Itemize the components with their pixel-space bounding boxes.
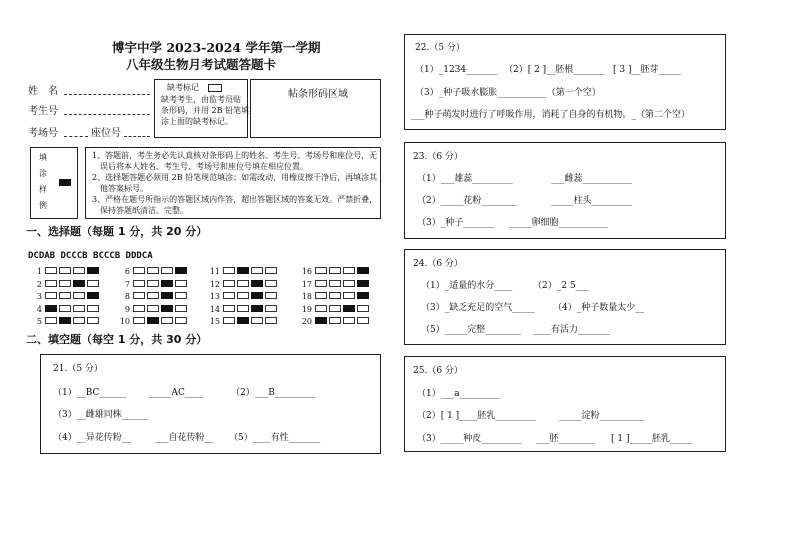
mcq-bubble-d[interactable] bbox=[87, 317, 99, 324]
q23-answer-3-1[interactable]: （3）_种子_______ bbox=[417, 218, 495, 228]
mcq-bubble-a[interactable] bbox=[133, 317, 145, 324]
mcq-bubble-b[interactable] bbox=[329, 317, 341, 324]
mcq-question-number: 1 bbox=[36, 267, 42, 276]
mcq-question-row bbox=[118, 267, 189, 277]
q25-box bbox=[404, 356, 726, 452]
section2-title: 二、填空题（每空 1 分，共 30 分） bbox=[26, 333, 208, 346]
absent-text-3: 涂上面的缺考标记。 bbox=[161, 117, 233, 126]
mcq-bubble-d[interactable] bbox=[87, 280, 99, 287]
mcq-question-number: 4 bbox=[36, 304, 42, 314]
fill-char-4: 例 bbox=[39, 201, 47, 210]
mcq-question-row bbox=[208, 267, 279, 277]
q25-answer-1[interactable]: （1）___a_________ bbox=[417, 389, 501, 399]
mcq-bubble-d[interactable] bbox=[357, 292, 369, 299]
absent-title: 缺考标记 bbox=[167, 83, 199, 92]
mcq-bubble-c[interactable] bbox=[161, 305, 173, 312]
mcq-bubble-d[interactable] bbox=[265, 305, 277, 312]
mcq-question-number: 11 bbox=[209, 267, 220, 276]
mcq-bubble-b[interactable] bbox=[329, 305, 341, 312]
mcq-bubble-a[interactable] bbox=[45, 280, 57, 287]
page-subtitle: 八年级生物月考试题答题卡 bbox=[126, 57, 277, 72]
q23-answer-3-2[interactable]: _____卵细胞___________ bbox=[509, 218, 609, 228]
barcode-area bbox=[250, 79, 381, 138]
q22-answer-1[interactable]: （1）_1234_______ bbox=[415, 65, 498, 75]
q22-answer-2-2[interactable]: [ 3 ]__胚芽_____ bbox=[613, 65, 681, 75]
mcq-bubble-b[interactable] bbox=[237, 317, 249, 324]
q25-answer-2-1[interactable]: （2）[ 1 ]____胚乳_________ bbox=[417, 411, 536, 421]
mcq-bubble-b[interactable] bbox=[147, 280, 159, 287]
mcq-question-number: 17 bbox=[301, 279, 312, 289]
mcq-question-number: 8 bbox=[124, 292, 130, 301]
mcq-question-number: 14 bbox=[209, 304, 220, 314]
mcq-bubble-b[interactable] bbox=[147, 292, 159, 299]
mcq-bubble-d[interactable] bbox=[357, 305, 369, 312]
fill-char-2: 涂 bbox=[39, 169, 47, 178]
mcq-question-number: 16 bbox=[301, 267, 312, 276]
mcq-bubble-d[interactable] bbox=[175, 317, 187, 324]
mcq-bubble-b[interactable] bbox=[59, 267, 71, 274]
notes-box bbox=[85, 147, 381, 219]
mcq-question-row bbox=[208, 280, 279, 290]
mcq-bubble-d[interactable] bbox=[357, 267, 369, 274]
room-field[interactable] bbox=[64, 136, 88, 137]
barcode-label: 帖条形码区域 bbox=[288, 89, 348, 100]
mcq-bubble-c[interactable] bbox=[343, 280, 355, 287]
mcq-bubble-a[interactable] bbox=[133, 292, 145, 299]
q23-answer-2-2[interactable]: _____柱头_________ bbox=[551, 196, 633, 206]
mcq-bubble-a[interactable] bbox=[315, 267, 327, 274]
mcq-bubble-c[interactable] bbox=[343, 317, 355, 324]
q21-answer-3[interactable]: （3）__雌雄同株______ bbox=[53, 410, 149, 420]
note-line-4: 他答案标号。 bbox=[100, 184, 148, 193]
mcq-bubble-d[interactable] bbox=[265, 267, 277, 274]
seat-field[interactable] bbox=[124, 136, 150, 137]
mcq-bubble-c[interactable] bbox=[161, 292, 173, 299]
mcq-question-row bbox=[208, 317, 279, 327]
mcq-bubble-c[interactable] bbox=[251, 292, 263, 299]
mcq-bubble-b[interactable] bbox=[237, 305, 249, 312]
mcq-bubble-b[interactable] bbox=[329, 280, 341, 287]
mcq-bubble-c[interactable] bbox=[161, 267, 173, 274]
q21-head: 21.（5 分） bbox=[53, 364, 103, 374]
filled-mark-example bbox=[59, 179, 71, 186]
mcq-bubble-d[interactable] bbox=[87, 267, 99, 274]
mcq-bubble-b[interactable] bbox=[237, 292, 249, 299]
mcq-bubble-b[interactable] bbox=[147, 305, 159, 312]
mcq-bubble-c[interactable] bbox=[73, 305, 85, 312]
note-line-6: 保持答题纸清洁、完整。 bbox=[100, 206, 188, 215]
mcq-question-row bbox=[300, 317, 371, 327]
mcq-question-number: 18 bbox=[301, 292, 312, 301]
mcq-bubble-a[interactable] bbox=[45, 317, 57, 324]
mcq-bubble-d[interactable] bbox=[175, 292, 187, 299]
q25-answer-3-2[interactable]: ___胚________ bbox=[536, 434, 595, 444]
mcq-bubble-b[interactable] bbox=[59, 305, 71, 312]
mcq-bubble-a[interactable] bbox=[133, 280, 145, 287]
mcq-bubble-c[interactable] bbox=[251, 267, 263, 274]
mcq-bubble-a[interactable] bbox=[223, 267, 235, 274]
mcq-bubble-a[interactable] bbox=[223, 305, 235, 312]
mcq-bubble-d[interactable] bbox=[175, 280, 187, 287]
mcq-question-row bbox=[30, 267, 101, 277]
q24-answer-2[interactable]: （2）_2 5___ bbox=[533, 281, 590, 291]
q25-answer-3-3[interactable]: [ 1 ]_____胚乳_____ bbox=[611, 434, 693, 444]
q23-answer-2-1[interactable]: （2）_____花粉________ bbox=[417, 196, 518, 206]
mcq-bubble-d[interactable] bbox=[87, 292, 99, 299]
mcq-bubble-c[interactable] bbox=[73, 317, 85, 324]
mcq-question-number: 19 bbox=[301, 304, 312, 314]
q22-answer-2-1[interactable]: （2）[ 2 ]__胚根_______ bbox=[504, 65, 605, 75]
page-title: 博宇中学 2023-2024 学年第一学期 bbox=[112, 40, 321, 55]
q22-box bbox=[404, 34, 726, 130]
mcq-question-row bbox=[300, 267, 371, 277]
section1-title: 一、选择题（每题 1 分，共 20 分） bbox=[26, 225, 208, 238]
name-label: 姓 名 bbox=[28, 86, 58, 97]
mcq-bubble-a[interactable] bbox=[45, 292, 57, 299]
mcq-question-number: 7 bbox=[124, 279, 130, 289]
mcq-bubble-a[interactable] bbox=[45, 305, 57, 312]
mcq-question-row bbox=[118, 305, 189, 315]
q23-answer-1-1[interactable]: （1）___雄蕊_________ bbox=[417, 174, 513, 184]
q24-answer-5-2[interactable]: ____有活力_______ bbox=[533, 325, 610, 335]
mcq-bubble-d[interactable] bbox=[265, 280, 277, 287]
q22-answer-3-1[interactable]: （3）_种子吸水膨胀___________（第一个空） bbox=[415, 88, 601, 98]
note-line-1: 1、答题前，考生务必先认真核对条形码上的姓名、考生号、考场号和座位号，无 bbox=[92, 151, 378, 160]
mcq-bubble-c[interactable] bbox=[343, 267, 355, 274]
mcq-bubble-c[interactable] bbox=[343, 305, 355, 312]
fill-char-1: 填 bbox=[39, 153, 47, 162]
mcq-question-number: 6 bbox=[124, 267, 130, 276]
mcq-bubble-d[interactable] bbox=[265, 317, 277, 324]
mcq-question-row bbox=[208, 292, 279, 302]
mcq-bubble-a[interactable] bbox=[315, 305, 327, 312]
mcq-bubble-c[interactable] bbox=[251, 317, 263, 324]
absent-text-2: 条形码，并用 2B 铅笔填 bbox=[161, 106, 250, 115]
mcq-bubble-b[interactable] bbox=[59, 280, 71, 287]
mcq-question-row bbox=[118, 280, 189, 290]
exam-no-field[interactable] bbox=[64, 114, 150, 115]
q24-box bbox=[404, 249, 726, 345]
q24-answer-1[interactable]: （1）_适量的水分____ bbox=[421, 281, 513, 291]
mcq-bubble-b[interactable] bbox=[329, 292, 341, 299]
mcq-question-number: 3 bbox=[36, 292, 42, 301]
q22-answer-3-2[interactable]: ___种子萌发时进行了呼吸作用，消耗了自身的有机物。_（第二个空） bbox=[411, 110, 691, 120]
mcq-bubble-b[interactable] bbox=[147, 317, 159, 324]
mcq-bubble-c[interactable] bbox=[343, 292, 355, 299]
mcq-bubble-c[interactable] bbox=[161, 280, 173, 287]
mcq-bubble-d[interactable] bbox=[175, 267, 187, 274]
room-label: 考场号 bbox=[28, 128, 58, 139]
mcq-bubble-c[interactable] bbox=[73, 267, 85, 274]
mcq-bubble-d[interactable] bbox=[357, 317, 369, 324]
mcq-question-number: 12 bbox=[209, 279, 220, 289]
fill-example-box bbox=[30, 147, 78, 219]
mcq-question-number: 9 bbox=[124, 304, 130, 314]
mcq-bubble-d[interactable] bbox=[175, 305, 187, 312]
q24-answer-3[interactable]: （3）_缺乏充足的空气_____ bbox=[421, 303, 535, 313]
mcq-bubble-b[interactable] bbox=[147, 267, 159, 274]
fill-char-3: 样 bbox=[39, 185, 47, 194]
mcq-bubble-a[interactable] bbox=[45, 267, 57, 274]
mcq-question-number: 20 bbox=[301, 317, 312, 326]
mcq-question-row bbox=[118, 317, 189, 327]
q23-box bbox=[404, 142, 726, 239]
q25-answer-3-1[interactable]: （3）_____种皮_________ bbox=[417, 434, 522, 444]
mcq-bubble-c[interactable] bbox=[73, 292, 85, 299]
mcq-question-row bbox=[30, 317, 101, 327]
q25-answer-2-2[interactable]: _____淀粉__________ bbox=[559, 411, 645, 421]
q21-box bbox=[40, 354, 381, 454]
seat-label: 座位号 bbox=[91, 128, 121, 139]
q21-answer-4-2[interactable]: ___自花传粉__ bbox=[155, 433, 214, 443]
q23-head: 23.（6 分） bbox=[413, 152, 463, 162]
mcq-question-row bbox=[300, 305, 371, 315]
mcq-question-number: 13 bbox=[209, 292, 220, 301]
note-line-2: 误后将本人姓名、考生号、考场号和座位号填在相应位置。 bbox=[100, 162, 308, 171]
q25-head: 25.（6 分） bbox=[413, 366, 463, 376]
mcq-question-row bbox=[30, 292, 101, 302]
mcq-bubble-a[interactable] bbox=[223, 317, 235, 324]
absent-text-1: 缺考考生，由监考员贴 bbox=[161, 95, 241, 104]
absent-box bbox=[154, 79, 248, 138]
mcq-bubble-d[interactable] bbox=[87, 305, 99, 312]
q21-answer-2[interactable]: （2）___B_________ bbox=[231, 388, 316, 398]
mcq-bubble-b[interactable] bbox=[59, 317, 71, 324]
absent-checkbox[interactable] bbox=[208, 84, 222, 92]
mcq-question-row bbox=[300, 280, 371, 290]
q21-answer-5[interactable]: （5）____有性_______ bbox=[229, 433, 321, 443]
mcq-bubble-a[interactable] bbox=[315, 292, 327, 299]
mcq-grid bbox=[30, 267, 390, 329]
note-line-3: 2、选择题答题必须用 2B 铅笔规范填涂；如需改动，用橡皮擦干净后，再填涂其 bbox=[92, 173, 378, 182]
name-field[interactable] bbox=[64, 94, 150, 95]
mcq-bubble-a[interactable] bbox=[133, 267, 145, 274]
mcq-bubble-a[interactable] bbox=[315, 280, 327, 287]
mcq-bubble-d[interactable] bbox=[357, 280, 369, 287]
mcq-question-row bbox=[300, 292, 371, 302]
q21-answer-1-2[interactable]: _____AC____ bbox=[149, 388, 203, 398]
mcq-question-number: 2 bbox=[36, 279, 42, 289]
mcq-question-number: 5 bbox=[36, 317, 42, 326]
q23-answer-1-2[interactable]: ___雌蕊___________ bbox=[551, 174, 633, 184]
mcq-bubble-b[interactable] bbox=[237, 280, 249, 287]
mcq-bubble-b[interactable] bbox=[329, 267, 341, 274]
mcq-bubble-c[interactable] bbox=[161, 317, 173, 324]
section1-answer-key: DCDAB DCCCB BCCCB DDDCA bbox=[28, 251, 153, 261]
mcq-bubble-c[interactable] bbox=[251, 280, 263, 287]
mcq-bubble-c[interactable] bbox=[251, 305, 263, 312]
note-line-5: 3、严格在题号所指示的答题区域内作答，超出答题区域的答案无效。严禁折叠， bbox=[92, 195, 378, 204]
mcq-question-row bbox=[208, 305, 279, 315]
mcq-bubble-c[interactable] bbox=[73, 280, 85, 287]
mcq-question-row bbox=[118, 292, 189, 302]
q24-answer-5-1[interactable]: （5）_____完整________ bbox=[421, 325, 522, 335]
mcq-bubble-a[interactable] bbox=[315, 317, 327, 324]
q24-answer-4[interactable]: （4）_种子数量太少__ bbox=[553, 303, 645, 313]
q21-answer-1-1[interactable]: （1）__BC______ bbox=[53, 388, 127, 398]
mcq-question-row bbox=[30, 305, 101, 315]
q22-head: 22.（5 分） bbox=[415, 43, 465, 53]
exam-no-label: 考生号 bbox=[28, 106, 58, 117]
mcq-bubble-b[interactable] bbox=[59, 292, 71, 299]
q24-head: 24.（6 分） bbox=[413, 259, 463, 269]
mcq-bubble-a[interactable] bbox=[223, 292, 235, 299]
q21-answer-4-1[interactable]: （4）__异花传粉__ bbox=[53, 433, 131, 443]
mcq-question-row bbox=[30, 280, 101, 290]
mcq-bubble-a[interactable] bbox=[133, 305, 145, 312]
mcq-question-number: 15 bbox=[209, 317, 220, 326]
mcq-bubble-a[interactable] bbox=[223, 280, 235, 287]
mcq-question-number: 10 bbox=[119, 317, 130, 326]
mcq-bubble-d[interactable] bbox=[265, 292, 277, 299]
mcq-bubble-b[interactable] bbox=[237, 267, 249, 274]
